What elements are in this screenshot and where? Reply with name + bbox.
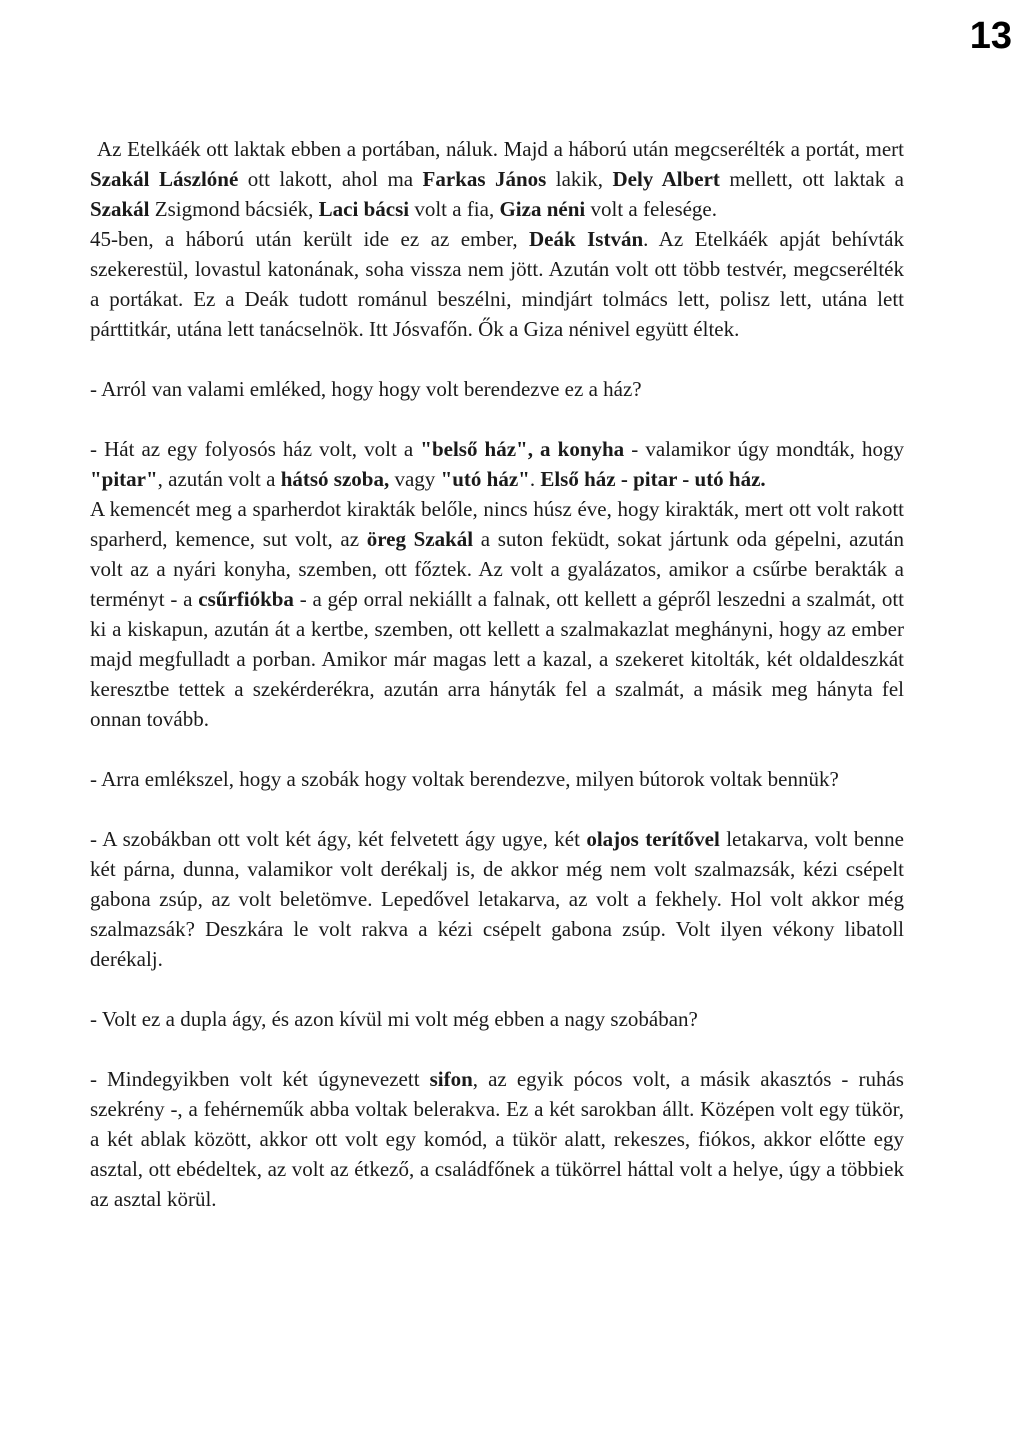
text-run: 45-ben, a háború után került ide ez az ember, [90, 227, 530, 251]
text-run: Az Etelkáék ott laktak ebben a portában, náluk. Majd a háború után megcserélték a portát, mert [97, 137, 904, 161]
paragraph [90, 224, 904, 344]
text-run: - a gép orral nekiállt a falnak, ott kellett a gépről leszedni a szalmát, ott ki a kiskapun, azután át a kertbe, szemben, ott kellett a szalmakazlat meghányni, hogy az ember majd megfulladt a porban. Amikor már magas lett a kazal, a szekeret kitolták, két oldaldeszkát keresztbe tettek a szekérderékra, azután arra hányták fel a szalmát, a másik meg hányta fel onnan tovább. [90, 587, 904, 731]
text-run: mellett, ott laktak a [719, 167, 905, 191]
document-body [90, 134, 904, 1214]
page-number: 13 [969, 15, 1012, 57]
paragraph [90, 1064, 904, 1214]
text-run: - A szobákban ott volt két ágy, két felvetett ágy ugye, két [90, 827, 587, 851]
bold-text: Első ház - pitar - utó ház. [540, 467, 766, 491]
text-run: volt a felesége. [585, 197, 718, 221]
text-run: lakik, [546, 167, 613, 191]
text-run: ott lakott, ahol ma [238, 167, 423, 191]
paragraph [90, 1004, 904, 1034]
bold-text: Giza néni [499, 197, 586, 221]
text-run: Zsigmond bácsiék, [149, 197, 319, 221]
paragraph [90, 494, 904, 734]
paragraph [90, 824, 904, 974]
bold-text: Szakál [90, 197, 150, 221]
paragraph [90, 134, 904, 224]
text-run: - Volt ez a dupla ágy, és azon kívül mi volt még ebben a nagy szobában? [90, 1007, 698, 1031]
bold-text: Farkas János [422, 167, 547, 191]
bold-text: "belső ház", a konyha [420, 437, 625, 461]
paragraph [90, 434, 904, 494]
bold-text: "pitar" [90, 467, 158, 491]
text-run: , azután volt a [157, 467, 281, 491]
text-run: a suton feküdt, sokat jártunk oda gépelni, azután volt az a nyári konyha, szemben, ott főztek. Az volt a gyalázatos, amikor a csűrbe berakták a terményt - a [90, 527, 904, 611]
text-run: letakarva, volt benne két párna, dunna, valamikor volt derékalj is, de akkor még nem volt szalmazsák, kézi csépelt gabona zsúp, az volt beletömve. Lepedővel letakarva, az volt a fekhely. Hol volt akkor még szalmazsák? Deszkára le volt rakva a kézi csépelt gabona zsúp. Volt ilyen vékony libatoll derékalj. [90, 827, 904, 971]
bold-text: öreg Szakál [366, 527, 474, 551]
bold-text: Deák István [529, 227, 644, 251]
text-run: A kemencét meg a sparherdot kirakták belőle, nincs húsz éve, hogy kirakták, mert ott volt rakott sparherd, kemence, sut volt, az [90, 497, 904, 551]
text-run: - valamikor úgy mondták, hogy [624, 437, 904, 461]
bold-text: sifon [429, 1067, 473, 1091]
text-run: . [529, 467, 541, 491]
text-run: - Arról van valami emléked, hogy hogy volt berendezve ez a ház? [90, 377, 642, 401]
text-run: vagy [389, 467, 441, 491]
text-run: volt a fia, [409, 197, 500, 221]
text-run: - Arra emlékszel, hogy a szobák hogy voltak berendezve, milyen bútorok voltak bennük? [90, 767, 839, 791]
text-run: , az egyik pócos volt, a másik akasztós - ruhás szekrény -, a fehérneműk abba voltak belerakva. Ez a két sarokban állt. Középen volt egy tükör, a két ablak között, akkor ott volt egy komód, a tükör alatt, rekeszes, fiókos, akkor előtte egy asztal, ott ebédeltek, az volt az étkező, a családfőnek a tükörrel háttal volt a helye, úgy a többiek az asztal körül. [90, 1067, 904, 1211]
bold-text: Dely Albert [612, 167, 720, 191]
bold-text: Laci bácsi [318, 197, 410, 221]
text-run: . Az Etelkáék apját behívták szekerestül, lovastul katonának, soha vissza nem jött. Azután volt ott több testvér, megcserélték a portákat. Ez a Deák tudott románul beszélni, mindjárt tolmács lett, polisz lett, utána lett párttitkár, utána lett tanácselnök. Itt Jósvafőn. Ők a Giza nénivel együtt éltek. [90, 227, 905, 341]
bold-text: "utó ház" [440, 467, 530, 491]
bold-text: csűrfiókba [198, 587, 294, 611]
paragraph [90, 764, 904, 794]
paragraph [90, 374, 904, 404]
bold-text: hátsó szoba, [280, 467, 390, 491]
text-run: - Mindegyikben volt két úgynevezett [90, 1067, 430, 1091]
bold-text: Szakál Lászlóné [90, 167, 239, 191]
bold-text: olajos terítővel [586, 827, 720, 851]
text-run: - Hát az egy folyosós ház volt, volt a [90, 437, 421, 461]
